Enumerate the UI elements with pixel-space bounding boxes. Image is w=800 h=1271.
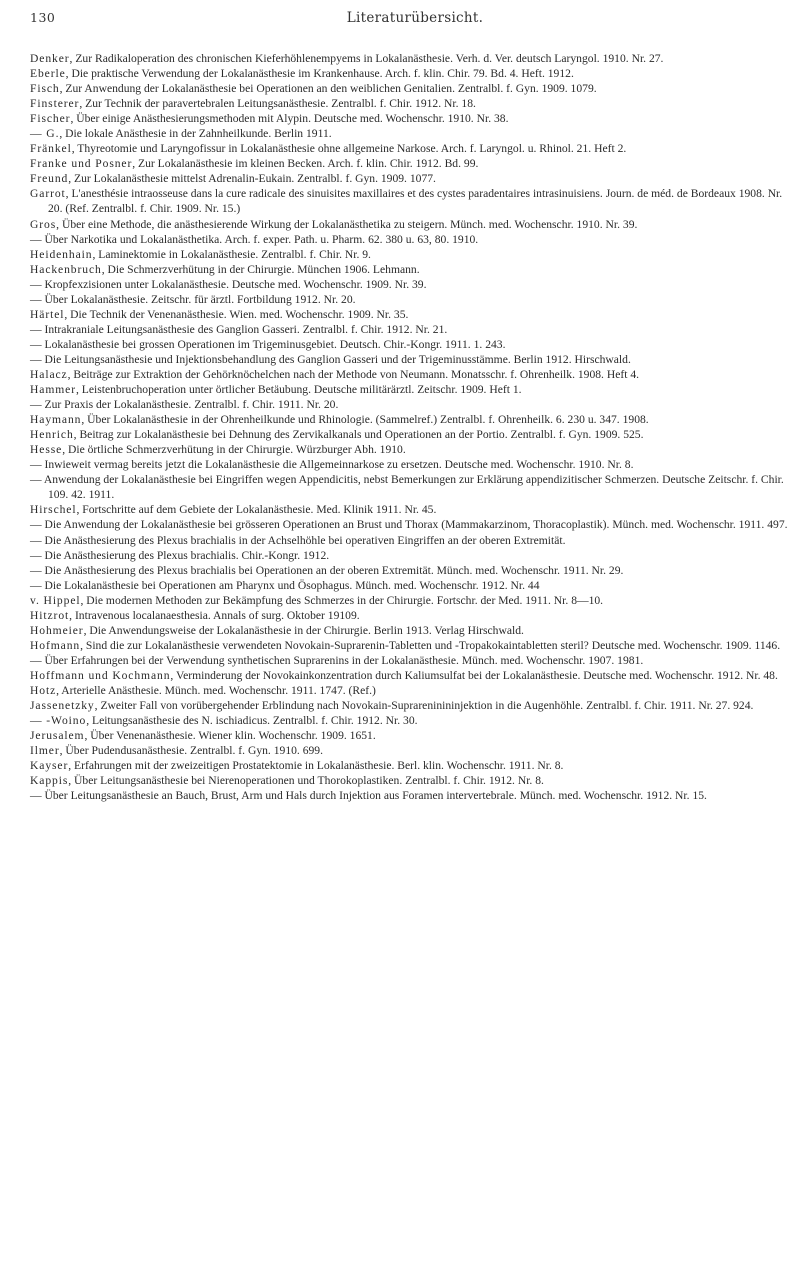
bibliography-entry [30, 352, 795, 367]
bibliography-entry [30, 548, 795, 563]
entry-author: Hammer [30, 383, 76, 397]
page-number: 130 [30, 10, 56, 25]
bibliography-entry [30, 472, 795, 502]
entry-citation: , Über Venenanästhesie. Wiener klin. Wochenschr. 1909. 1651. [84, 729, 376, 743]
entry-citation: , Über einige Anästhesierungsmethoden mit Alypin. Deutsche med. Wochenschr. 1910. Nr. 38. [70, 112, 509, 126]
bibliography-entry [30, 307, 795, 322]
entry-citation: , L'anesthésie intraosseuse dans la cure radicale des sinuisites maxillaires et des cystes paradentaires intrasinuisiens. Journ. de méd. de Bordeaux 1908. Nr. 20. (Ref. Zentralbl. f. Chir. 1909. Nr. 15.) [48, 187, 783, 216]
entry-author: Hesse [30, 443, 63, 457]
entry-citation: , Erfahrungen mit der zweizeitigen Prostatektomie in Lokalanästhesie. Berl. klin. Wochenschr. 1911. Nr. 8. [68, 759, 564, 773]
entry-author: Ilmer [30, 744, 60, 758]
entry-author: Garrot [30, 187, 66, 201]
entry-citation: , Die lokale Anästhesie in der Zahnheilkunde. Berlin 1911. [59, 127, 332, 141]
entry-citation: , Zur Lokalanästhesie im kleinen Becken. Arch. f. klin. Chir. 1912. Bd. 99. [132, 157, 479, 171]
bibliography-entry [30, 743, 795, 758]
entry-citation: — Die Anästhesierung des Plexus brachialis bei Operationen an der oberen Extremität. Münch. med. Wochenschr. 1911. Nr. 29. [30, 563, 624, 577]
bibliography-entry [30, 277, 795, 292]
entry-author: Fischer [30, 112, 71, 126]
entry-author: — G. [30, 127, 60, 141]
entry-author: Jerusalem [30, 729, 85, 743]
entry-citation: , Verminderung der Novokainkonzentration durch Kaliumsulfat bei der Lokalanästhesie. Deutsche med. Wochenschr. 1912. Nr. 48. [170, 668, 778, 682]
entry-citation: — Intrakraniale Leitungsanästhesie des Ganglion Gasseri. Zentralbl. f. Chir. 1912. Nr. 21. [30, 322, 448, 336]
bibliography-entry [30, 96, 795, 111]
entry-author: Finsterer [30, 97, 80, 111]
bibliography-entry [30, 412, 795, 427]
bibliography-entry [30, 683, 795, 698]
bibliography-entry [30, 517, 795, 532]
bibliography-entry [30, 171, 795, 186]
entry-author: Franke und Posner [30, 157, 133, 171]
entry-author: Heidenhain [30, 247, 93, 261]
bibliography-entry [30, 337, 795, 352]
entry-author: Gros [30, 217, 57, 231]
bibliography-entry [30, 186, 795, 216]
entry-citation: — Anwendung der Lokalanästhesie bei Eingriffen wegen Appendicitis, nebst Bemerkungen zur Erklärung appendizitischer Schmerzen. Deutsche Zeitschr. f. Chir. 109. 42. 1911. [30, 473, 784, 502]
entry-citation: — Die Anästhesierung des Plexus brachialis in der Achselhöhle bei operativen Eingriffen an der oberen Extremität. [30, 533, 566, 547]
bibliography-entry [30, 66, 795, 81]
entry-citation: , Über Lokalanästhesie in der Ohrenheilkunde und Rhinologie. (Sammelref.) Zentralbl. f. Ohrenheilk. 6. 230 u. 347. 1908. [81, 413, 649, 427]
bibliography-entry [30, 156, 795, 171]
entry-citation: , Fortschritte auf dem Gebiete der Lokalanästhesie. Med. Klinik 1911. Nr. 45. [76, 503, 437, 517]
bibliography-entry [30, 578, 795, 593]
bibliography-entry [30, 397, 795, 412]
bibliography-entry [30, 623, 795, 638]
bibliography-entry [30, 232, 795, 247]
entry-citation: , Leistenbruchoperation unter örtlicher Betäubung. Deutsche militärärztl. Zeitschr. 1909. Heft 1. [75, 383, 522, 397]
entry-citation: — Über Leitungsanästhesie an Bauch, Brust, Arm und Hals durch Injektion aus Foramen intervertebrale. Münch. med. Wochenschr. 1912. Nr. 15. [30, 789, 707, 803]
entry-citation: — Kropfexzisionen unter Lokalanästhesie. Deutsche med. Wochenschr. 1909. Nr. 39. [30, 277, 427, 291]
bibliography-entry [30, 608, 795, 623]
bibliography-entry [30, 713, 795, 728]
bibliography-entry [30, 427, 795, 442]
bibliography-entry [30, 533, 795, 548]
entry-author: Freund [30, 172, 69, 186]
entry-citation: , Thyreotomie und Laryngofissur in Lokalanästhesie ohne allgemeine Narkose. Arch. f. Laryngol. u. Rhinol. 21. Heft 2. [71, 142, 627, 156]
entry-citation: — Über Lokalanästhesie. Zeitschr. für ärztl. Fortbildung 1912. Nr. 20. [30, 292, 356, 306]
entry-author: v. Hippel [30, 593, 81, 607]
entry-citation: , Beiträge zur Extraktion der Gehörknöchelchen nach der Methode von Neumann. Monatsschr. f. Ohrenheilk. 1908. Heft 4. [67, 367, 640, 381]
entry-author: Hofmann [30, 638, 81, 652]
entry-citation: , Über Pudendusanästhesie. Zentralbl. f. Gyn. 1910. 699. [59, 744, 323, 758]
entry-author: Hackenbruch [30, 262, 102, 276]
bibliography-entry [30, 126, 795, 141]
bibliography-entry [30, 638, 795, 653]
entry-author: Hohmeier [30, 623, 84, 637]
bibliography-entry [30, 563, 795, 578]
entry-citation: , Über Leitungsanästhesie bei Nierenoperationen und Thorokoplastiken. Zentralbl. f. Chir. 1912. Nr. 8. [68, 774, 544, 788]
entry-citation: — Über Narkotika und Lokalanästhetika. Arch. f. exper. Path. u. Pharm. 62. 380 u. 63, 80. 1910. [30, 232, 479, 246]
entry-author: Hoffmann und Kochmann [30, 668, 171, 682]
entry-citation: , Die Schmerzverhütung in der Chirurgie. München 1906. Lehmann. [101, 262, 420, 276]
entry-citation: — Inwieweit vermag bereits jetzt die Lokalanästhesie die Allgemeinnarkose zu ersetzen. Deutsche med. Wochenschr. 1910. Nr. 8. [30, 458, 634, 472]
bibliography-entry [30, 698, 795, 713]
entry-citation: , Sind die zur Lokalanästhesie verwendeten Novokain-Suprarenin-Tabletten und -Tropakokaintabletten steril? Deutsche med. Wochenschr. 1909. 1146. [80, 638, 781, 652]
bibliography-entry [30, 292, 795, 307]
entry-citation: — Die Anästhesierung des Plexus brachialis. Chir.-Kongr. 1912. [30, 548, 330, 562]
entry-author: Henrich [30, 428, 74, 442]
entry-author: Haymann [30, 413, 82, 427]
entry-author: Hirschel [30, 503, 77, 517]
entry-author: Fränkel [30, 142, 72, 156]
bibliography-entry [30, 382, 795, 397]
entry-citation: , Intravenous localanaesthesia. Annals of surg. Oktober 19109. [69, 608, 360, 622]
bibliography-entry [30, 217, 795, 232]
entry-citation: , Arterielle Anästhesie. Münch. med. Wochenschr. 1911. 1747. (Ref.) [56, 683, 376, 697]
bibliography-entry [30, 322, 795, 337]
bibliography-entry [30, 653, 795, 668]
bibliography-entry [30, 141, 795, 156]
entry-citation: , Die Technik der Venenanästhesie. Wien. med. Wochenschr. 1909. Nr. 35. [64, 307, 409, 321]
bibliography-entry [30, 502, 795, 517]
entry-citation: — Zur Praxis der Lokalanästhesie. Zentralbl. f. Chir. 1911. Nr. 20. [30, 398, 339, 412]
entry-citation: , Die Anwendungsweise der Lokalanästhesie in der Chirurgie. Berlin 1913. Verlag Hirschwald. [83, 623, 524, 637]
bibliography-entry [30, 262, 795, 277]
bibliography-entry [30, 728, 795, 743]
bibliography-entry [30, 593, 795, 608]
bibliography-entry [30, 81, 795, 96]
entry-author: Kayser [30, 759, 69, 773]
entry-citation: , Leitungsanästhesie des N. ischiadicus. Zentralbl. f. Chir. 1912. Nr. 30. [86, 714, 418, 728]
entry-author: Eberle [30, 67, 66, 81]
bibliography-entry [30, 457, 795, 472]
bibliography-entry [30, 247, 795, 262]
entry-citation: , Laminektomie in Lokalanästhesie. Zentralbl. f. Chir. Nr. 9. [92, 247, 371, 261]
running-head: Literaturübersicht. [346, 10, 484, 26]
entry-citation: — Die Anwendung der Lokalanästhesie bei grösseren Operationen an Brust und Thorax (Mammakarzinom, Thoracoplastik). Münch. med. Wochenschr. 1911. 497. [30, 518, 788, 532]
entry-citation: — Über Erfahrungen bei der Verwendung synthetischen Suprarenins in der Lokalanästhesie. Münch. med. Wochenschr. 1907. 1981. [30, 653, 644, 667]
entry-citation: , Zweiter Fall von vorübergehender Erblindung nach Novokain-Suprareninininjektion in die Augenhöhle. Zentralbl. f. Chir. 1911. Nr. 27. 924. [94, 699, 754, 713]
entry-citation: , Beitrag zur Lokalanästhesie bei Dehnung des Zervikalkanals und Operationen an der Portio. Zentralbl. f. Gyn. 1909. 525. [73, 428, 644, 442]
bibliography-entry [30, 788, 795, 803]
entry-citation: , Die örtliche Schmerzverhütung in der Chirurgie. Würzburger Abh. 1910. [62, 443, 406, 457]
entry-citation: , Über eine Methode, die anästhesierende Wirkung der Lokalanästhetika zu steigern. Münch. med. Wochenschr. 1910. Nr. 39. [56, 217, 638, 231]
bibliography-entry [30, 111, 795, 126]
page-header [30, 10, 800, 30]
entry-author: Hotz [30, 683, 57, 697]
entry-author: Jassenetzky [30, 699, 95, 713]
entry-citation: , Zur Technik der paravertebralen Leitungsanästhesie. Zentralbl. f. Chir. 1912. Nr. 18. [79, 97, 476, 111]
entry-citation: — Die Lokalanästhesie bei Operationen am Pharynx und Ösophagus. Münch. med. Wochenschr. 1912. Nr. 44 [30, 578, 540, 592]
entry-author: Hitzrot [30, 608, 70, 622]
bibliography-entry [30, 51, 795, 66]
entry-citation: , Zur Anwendung der Lokalanästhesie bei Operationen an den weiblichen Genitalien. Zentralbl. f. Gyn. 1909. 1079. [59, 82, 597, 96]
bibliography-list [30, 51, 795, 803]
entry-author: Kappis [30, 774, 69, 788]
entry-citation: , Die modernen Methoden zur Bekämpfung des Schmerzes in der Chirurgie. Fortschr. der Med. 1911. Nr. 8—10. [80, 593, 604, 607]
entry-citation: , Zur Lokalanästhesie mittelst Adrenalin-Eukain. Zentralbl. f. Gyn. 1909. 1077. [68, 172, 436, 186]
entry-author: Denker [30, 52, 70, 65]
bibliography-entry [30, 668, 795, 683]
entry-author: Fisch [30, 82, 60, 96]
entry-citation: , Die praktische Verwendung der Lokalanästhesie im Krankenhause. Arch. f. klin. Chir. 79. Bd. 4. Heft. 1912. [65, 67, 574, 81]
bibliography-entry [30, 442, 795, 457]
entry-author: Halacz [30, 367, 68, 381]
entry-citation: — Lokalanästhesie bei grossen Operationen im Trigeminusgebiet. Deutsch. Chir.-Kongr. 1911. 1. 243. [30, 337, 506, 351]
entry-citation: — Die Leitungsanästhesie und Injektionsbehandlung des Ganglion Gasseri und der Trigeminusstämme. Berlin 1912. Hirschwald. [30, 352, 631, 366]
entry-citation: , Zur Radikaloperation des chronischen Kieferhöhlenempyems in Lokalanästhesie. Verh. d. Ver. deutsch Laryngol. 1910. Nr. 27. [69, 52, 664, 65]
bibliography-entry [30, 758, 795, 773]
entry-author: — -Woino [30, 714, 87, 728]
bibliography-entry [30, 773, 795, 788]
bibliography-entry [30, 367, 795, 382]
entry-author: Härtel [30, 307, 65, 321]
